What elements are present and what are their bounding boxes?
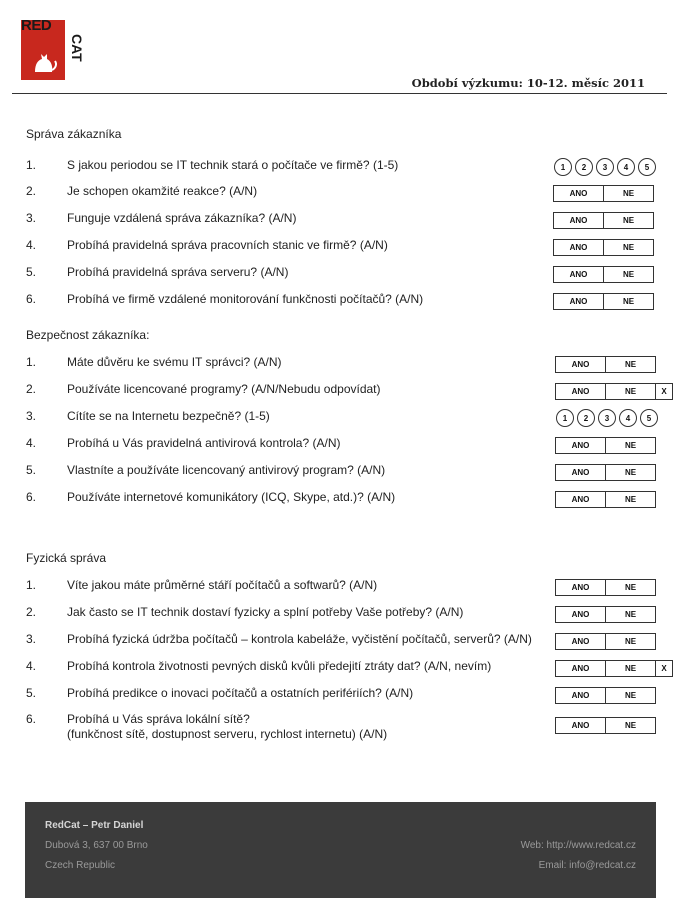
answer-yes-box[interactable]: ANO — [555, 491, 606, 508]
answer-no-box[interactable]: NE — [606, 437, 656, 454]
answer-no-box[interactable]: NE — [606, 660, 656, 677]
question-number: 6. — [26, 490, 37, 504]
question-line: Víte jakou máte průměrné stáří počítačů a softwarů? (A/N) — [67, 578, 378, 592]
question-line: Probíhá u Vás pravidelná antivirová kontrola? (A/N) — [67, 436, 341, 450]
research-period: Období výzkumu: 10-12. měsíc 2011 — [411, 76, 645, 90]
question-text — [67, 158, 398, 173]
answer-boxes — [555, 687, 656, 704]
footer-web-link[interactable]: Web: http://www.redcat.cz — [520, 840, 636, 851]
question-text — [67, 605, 463, 620]
answer-x-box[interactable]: X — [656, 660, 673, 677]
question-number: 2. — [26, 605, 37, 619]
question-line: Jak často se IT technik dostaví fyzicky a splní potřeby Vaše potřeby? (A/N) — [67, 605, 464, 619]
question-text — [67, 463, 385, 478]
question-number: 1. — [26, 355, 37, 369]
question-number: 1. — [26, 158, 37, 172]
rating-option-4[interactable]: 4 — [617, 158, 635, 176]
question-text — [67, 578, 377, 593]
question-line: S jakou periodou se IT technik stará o počítače ve firmě? (1-5) — [67, 158, 399, 172]
answer-no-box[interactable]: NE — [606, 491, 656, 508]
question-line: Probíhá u Vás správa lokální sítě? — [67, 712, 250, 726]
answer-no-box[interactable]: NE — [606, 356, 656, 373]
answer-no-box[interactable]: NE — [606, 717, 656, 734]
question-text — [67, 184, 257, 199]
question-line: Vlastníte a používáte licencovaný antivirový program? (A/N) — [67, 463, 386, 477]
question-number: 2. — [26, 382, 37, 396]
answer-no-box[interactable]: NE — [604, 185, 654, 202]
question-text — [67, 686, 413, 701]
answer-yes-box[interactable]: ANO — [553, 212, 604, 229]
answer-no-box[interactable]: NE — [606, 633, 656, 650]
answer-boxes — [555, 491, 656, 508]
question-number: 4. — [26, 238, 37, 252]
answer-boxes — [553, 185, 654, 202]
answer-yes-box[interactable]: ANO — [555, 633, 606, 650]
answer-yes-box[interactable]: ANO — [555, 606, 606, 623]
question-number: 3. — [26, 632, 37, 646]
answer-yes-box[interactable]: ANO — [555, 717, 606, 734]
question-line: Máte důvěru ke svému IT správci? (A/N) — [67, 355, 282, 369]
section-title: Správa zákazníka — [26, 127, 122, 141]
question-number: 3. — [26, 211, 37, 225]
question-line: Probíhá pravidelná správa serveru? (A/N) — [67, 265, 289, 279]
question-text — [67, 659, 491, 674]
footer — [25, 802, 656, 898]
answer-x-box[interactable]: X — [656, 383, 673, 400]
redcat-logo — [21, 18, 89, 81]
question-number: 1. — [26, 578, 37, 592]
question-text — [67, 632, 532, 647]
rating-option-3[interactable]: 3 — [596, 158, 614, 176]
answer-no-box[interactable]: NE — [604, 212, 654, 229]
question-text — [67, 712, 387, 742]
rating-scale — [556, 409, 658, 427]
answer-boxes — [555, 717, 656, 734]
answer-yes-box[interactable]: ANO — [553, 239, 604, 256]
question-number: 4. — [26, 659, 37, 673]
answer-no-box[interactable]: NE — [604, 293, 654, 310]
header-divider — [12, 93, 667, 94]
answer-boxes — [555, 606, 656, 623]
question-line-2: (funkčnost sítě, dostupnost serveru, rychlost internetu) (A/N) — [67, 727, 388, 741]
rating-option-5[interactable]: 5 — [638, 158, 656, 176]
answer-boxes — [553, 239, 654, 256]
answer-no-box[interactable]: NE — [604, 266, 654, 283]
question-line: Probíhá kontrola životnosti pevných disků kvůli předejití ztráty dat? (A/N, nevím) — [67, 659, 492, 673]
section-title: Bezpečnost zákazníka: — [26, 328, 150, 342]
footer-address: Dubová 3, 637 00 Brno — [45, 840, 148, 851]
cat-silhouette-icon — [29, 44, 59, 74]
rating-option-2[interactable]: 2 — [577, 409, 595, 427]
answer-no-box[interactable]: NE — [606, 579, 656, 596]
question-text — [67, 409, 270, 424]
answer-boxes — [555, 633, 656, 650]
question-number: 2. — [26, 184, 37, 198]
rating-option-3[interactable]: 3 — [598, 409, 616, 427]
question-number: 5. — [26, 265, 37, 279]
question-number: 6. — [26, 712, 37, 726]
question-line: Probíhá fyzická údržba počítačů – kontrola kabeláže, vyčistění počítačů, serverů? (A/N) — [67, 632, 532, 646]
answer-boxes — [555, 660, 673, 677]
answer-boxes — [555, 437, 656, 454]
question-line: Probíhá predikce o inovaci počítačů a ostatních perifériích? (A/N) — [67, 686, 414, 700]
question-line: Funguje vzdálená správa zákazníka? (A/N) — [67, 211, 297, 225]
question-number: 6. — [26, 292, 37, 306]
answer-boxes — [555, 356, 656, 373]
answer-no-box[interactable]: NE — [606, 687, 656, 704]
answer-yes-box[interactable]: ANO — [555, 437, 606, 454]
question-text — [67, 382, 381, 397]
answer-yes-box[interactable]: ANO — [555, 356, 606, 373]
logo-word-cat: CAT — [69, 34, 85, 62]
answer-boxes — [555, 579, 656, 596]
answer-yes-box[interactable]: ANO — [555, 687, 606, 704]
rating-option-1[interactable]: 1 — [556, 409, 574, 427]
question-line: Probíhá pravidelná správa pracovních stanic ve firmě? (A/N) — [67, 238, 388, 252]
footer-email-link[interactable]: Email: info@redcat.cz — [538, 860, 636, 871]
answer-no-box[interactable]: NE — [606, 606, 656, 623]
answer-no-box[interactable]: NE — [606, 383, 656, 400]
answer-yes-box[interactable]: ANO — [555, 464, 606, 481]
question-text — [67, 265, 288, 280]
rating-option-4[interactable]: 4 — [619, 409, 637, 427]
answer-yes-box[interactable]: ANO — [555, 383, 606, 400]
answer-yes-box[interactable]: ANO — [555, 660, 606, 677]
footer-country: Czech Republic — [45, 860, 116, 871]
footer-company: RedCat – Petr Daniel — [45, 820, 144, 831]
question-line: Používáte licencované programy? (A/N/Nebudu odpovídat) — [67, 382, 381, 396]
answer-boxes — [555, 464, 656, 481]
answer-boxes — [555, 383, 673, 400]
question-line: Probíhá ve firmě vzdálené monitorování funkčnosti počítačů? (A/N) — [67, 292, 424, 306]
question-text — [67, 238, 388, 253]
section-title: Fyzická správa — [26, 551, 107, 565]
question-text — [67, 436, 340, 451]
question-number: 3. — [26, 409, 37, 423]
question-number: 5. — [26, 686, 37, 700]
question-text — [67, 490, 395, 505]
rating-option-2[interactable]: 2 — [575, 158, 593, 176]
question-line: Je schopen okamžité reakce? (A/N) — [67, 184, 258, 198]
answer-yes-box[interactable]: ANO — [555, 579, 606, 596]
question-line: Používáte internetové komunikátory (ICQ, Skype, atd.)? (A/N) — [67, 490, 396, 504]
answer-yes-box[interactable]: ANO — [553, 185, 604, 202]
question-line: Cítíte se na Internetu bezpečně? (1-5) — [67, 409, 270, 423]
answer-yes-box[interactable]: ANO — [553, 266, 604, 283]
question-number: 4. — [26, 436, 37, 450]
rating-option-5[interactable]: 5 — [640, 409, 658, 427]
answer-boxes — [553, 212, 654, 229]
rating-option-1[interactable]: 1 — [554, 158, 572, 176]
answer-boxes — [553, 293, 654, 310]
question-number: 5. — [26, 463, 37, 477]
rating-scale — [554, 158, 656, 176]
answer-no-box[interactable]: NE — [606, 464, 656, 481]
question-text — [67, 292, 423, 307]
answer-yes-box[interactable]: ANO — [553, 293, 604, 310]
answer-boxes — [553, 266, 654, 283]
logo-word-red: RED — [21, 17, 52, 34]
question-text — [67, 211, 296, 226]
answer-no-box[interactable]: NE — [604, 239, 654, 256]
question-text — [67, 355, 282, 370]
